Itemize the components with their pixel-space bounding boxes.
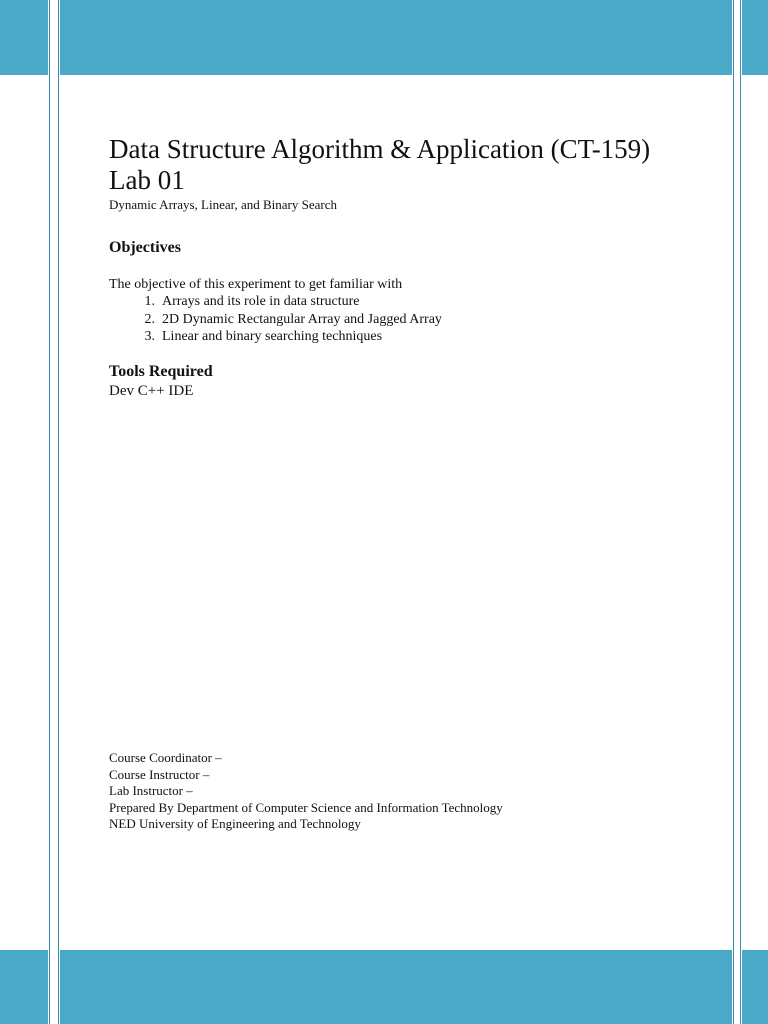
- border-rule-left-inner: [58, 0, 59, 1024]
- document-subtitle: Dynamic Arrays, Linear, and Binary Search: [109, 197, 337, 212]
- university-name: NED University of Engineering and Technology: [109, 816, 361, 832]
- footer-band-center: [60, 950, 732, 1024]
- list-item-number: 3.: [144, 329, 155, 344]
- credits-block: [109, 750, 503, 833]
- list-item-number: 1.: [144, 294, 155, 309]
- header-band-left: [0, 0, 48, 75]
- title-line-2: Lab 01: [109, 165, 185, 195]
- objectives-heading: Objectives: [109, 239, 181, 256]
- header-band-right: [742, 0, 768, 75]
- list-item-text: Linear and binary searching techniques: [162, 329, 383, 344]
- list-item-text: 2D Dynamic Rectangular Array and Jagged Array: [162, 311, 442, 327]
- objectives-list: [109, 293, 442, 346]
- border-rule-right-inner: [733, 0, 734, 1024]
- list-item: [109, 328, 442, 346]
- document-title: [109, 134, 650, 196]
- prepared-by: Prepared By Department of Computer Science and Information Technology: [109, 799, 503, 815]
- border-rule-right-outer: [740, 0, 741, 1024]
- border-rule-left-outer: [49, 0, 50, 1024]
- list-item-text: Arrays and its role in data structure: [162, 294, 360, 309]
- list-item: [109, 311, 442, 329]
- footer-band-right: [742, 950, 768, 1024]
- list-item: [109, 293, 442, 311]
- course-instructor: Course Instructor –: [109, 766, 210, 782]
- list-item-number: 2.: [144, 311, 155, 327]
- footer-band-left: [0, 950, 48, 1024]
- header-band-center: [60, 0, 732, 75]
- tools-heading: Tools Required: [109, 363, 213, 380]
- title-line-1: Data Structure Algorithm & Application (CT-159): [109, 134, 651, 164]
- tools-value: Dev C++ IDE: [109, 383, 194, 399]
- course-coordinator: Course Coordinator –: [109, 750, 222, 765]
- lab-instructor: Lab Instructor –: [109, 783, 193, 799]
- objectives-intro: The objective of this experiment to get familiar with: [109, 277, 403, 292]
